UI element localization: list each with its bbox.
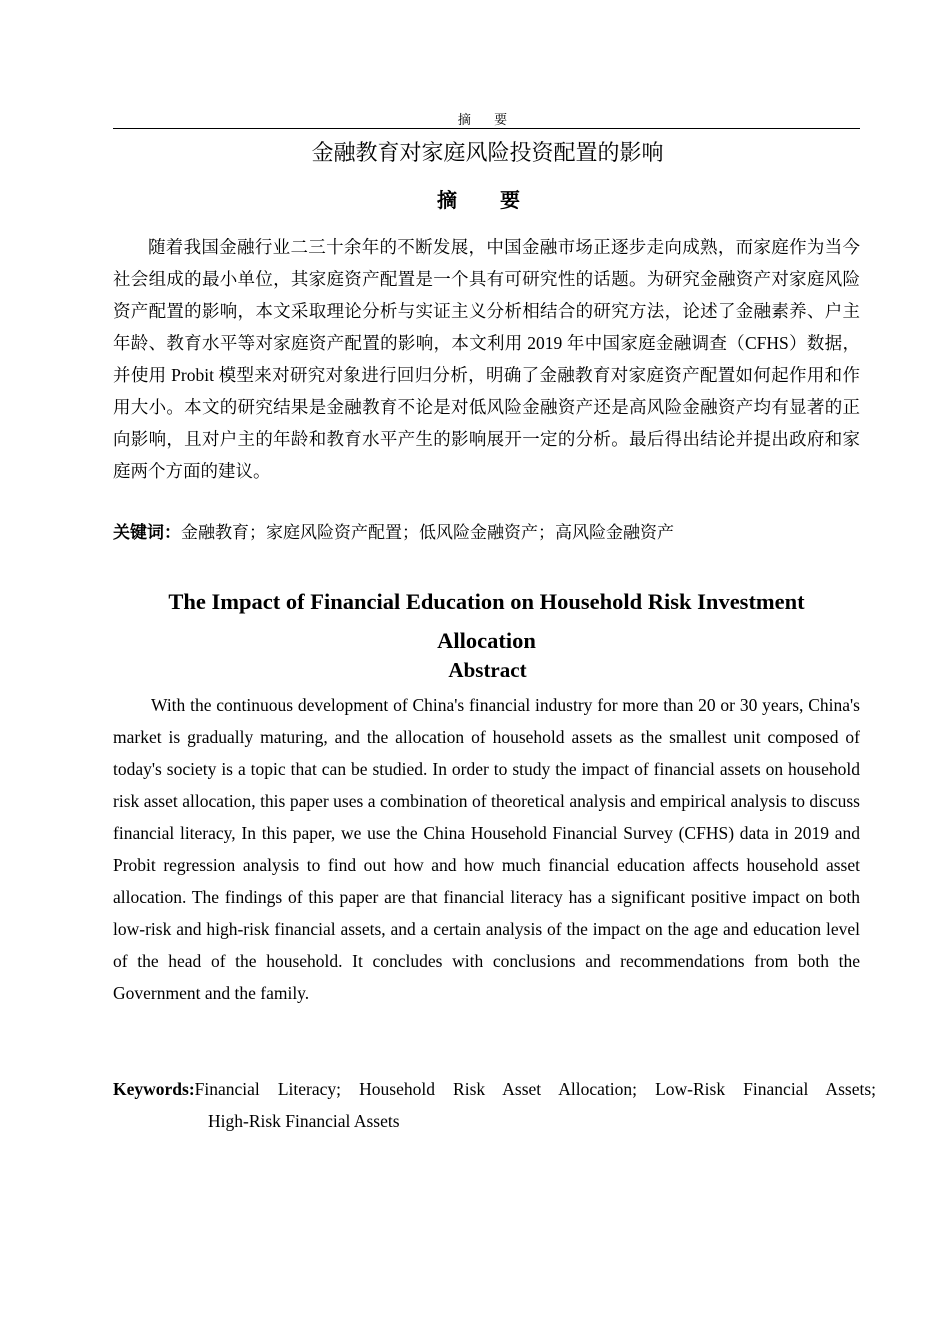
- chinese-title: 金融教育对家庭风险投资配置的影响: [311, 141, 664, 166]
- english-abstract-body: With the continuous development of China's financial industry for more than 20 or 30 years, China's market is gradually maturing, and the allocation of household assets as the smallest unit composed of today's society is a topic that can be studied. In order to study the impact of financial assets on household risk asset allocation, this paper uses a combination of theoretical analysis and empirical analysis to discuss financial literacy, In this paper, we use the China Household Financial Survey (CFHS) data in 2019 and Probit regression analysis to find out how and how much financial education affects household asset allocation. The findings of this paper are that financial literacy has a significant positive impact on both low-risk and high-risk financial assets, and a certain analysis of the impact on the age and education level of the head of the household. It concludes with conclusions and recommendations from both the Government and the family.: [113, 695, 860, 1003]
- header-rule: [113, 128, 860, 129]
- english-title-line2: Allocation: [437, 628, 536, 653]
- english-title-line1: The Impact of Financial Education on Household Risk Investment: [168, 589, 805, 614]
- english-keywords-list-1: Financial Literacy; Household Risk Asset Allocation; Low-Risk Financial Assets;: [194, 1079, 876, 1099]
- running-header: 摘 要: [457, 112, 518, 127]
- english-abstract-heading: Abstract: [448, 658, 527, 682]
- chinese-keywords: [113, 518, 860, 548]
- chinese-abstract-body: 随着我国金融行业二三十余年的不断发展，中国金融市场正逐步走向成熟，而家庭作为当今社会组成的最小单位，其家庭资产配置是一个具有可研究性的话题。为研究金融资产对家庭风险资产配置的影响，本文采取理论分析与实证主义分析相结合的研究方法，论述了金融素养、户主年龄、教育水平等对家庭资产配置的影响，本文利用 2019 年中国家庭金融调查（CFHS）数据，并使用 Probit 模型来对研究对象进行回归分析，明确了金融教育对家庭资产配置如何起作用和作用大小。本文的研究结果是金融教育不论是对低风险金融资产还是高风险金融资产均有显著的正向影响，且对户主的年龄和教育水平产生的影响展开一定的分析。最后得出结论并提出政府和家庭两个方面的建议。: [113, 237, 860, 481]
- chinese-keywords-list: 金融教育；家庭风险资产配置；低风险金融资产；高风险金融资产: [181, 523, 674, 542]
- english-keywords: [113, 1073, 876, 1137]
- english-keywords-list-2: High-Risk Financial Assets: [208, 1111, 400, 1131]
- english-title: [113, 582, 860, 660]
- chinese-keywords-label: 关键词：: [113, 523, 181, 543]
- chinese-abstract-heading: 摘 要: [437, 188, 538, 212]
- english-keywords-line1: [113, 1073, 876, 1105]
- english-keywords-label: Keywords:: [113, 1079, 195, 1099]
